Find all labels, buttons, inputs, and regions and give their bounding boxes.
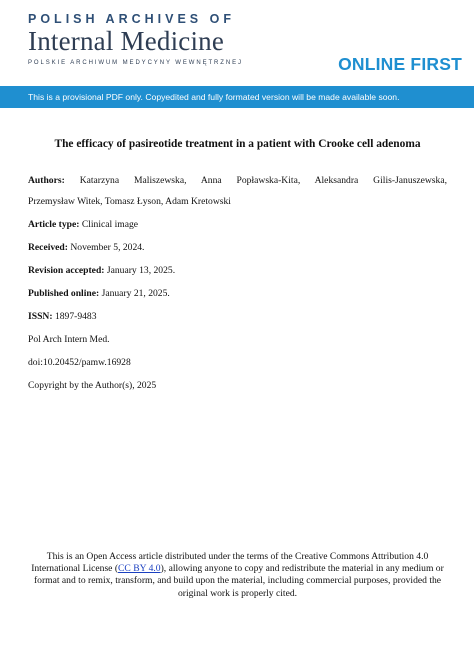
authors-line-2: Przemysław Witek, Tomasz Łyson, Adam Kretowski — [28, 196, 231, 207]
journal-header — [0, 0, 474, 86]
issn-line — [28, 310, 447, 323]
published-value: January 21, 2025. — [101, 288, 170, 299]
journal-logo-title: Internal Medicine — [28, 26, 225, 56]
authors-line — [28, 174, 447, 187]
article-type-value: Clinical image — [81, 219, 139, 230]
copyright-text: Copyright by the Author(s), 2025 — [28, 380, 157, 391]
received-label: Received: — [28, 242, 68, 253]
authors-value-1: Katarzyna Maliszewska, Anna Popławska-Kita, Aleksandra Gilis-Januszewska, — [79, 175, 447, 186]
license-notice — [28, 551, 447, 600]
revision-label: Revision accepted: — [28, 265, 105, 276]
cc-by-link[interactable]: CC BY 4.0 — [118, 563, 161, 575]
online-first-label: ONLINE FIRST — [338, 54, 462, 74]
authors-label: Authors: — [28, 175, 65, 186]
journal-logo-subtitle: POLSKIE ARCHIWUM MEDYCYNY WEWNĘTRZNEJ — [28, 60, 243, 66]
article-type-label: Article type: — [28, 219, 80, 230]
doi-text: doi:10.20452/pamw.16928 — [28, 357, 131, 368]
journal-abbrev: Pol Arch Intern Med. — [28, 334, 110, 345]
issn-value: 1897-9483 — [54, 311, 97, 322]
article-metadata — [28, 138, 447, 402]
issn-label: ISSN: — [28, 311, 53, 322]
article-type-line — [28, 218, 447, 231]
revision-line — [28, 264, 447, 277]
provisional-banner: This is a provisional PDF only. Copyedited and fully formated version will be made available soon. — [0, 86, 474, 108]
journal-logo — [28, 12, 243, 66]
published-line — [28, 287, 447, 300]
license-text-before: This is an Open Access article distributed under the terms of the Creative Commons Attribution 4.0 International License ( — [31, 551, 429, 575]
article-title: The efficacy of pasireotide treatment in a patient with Crooke cell adenoma — [54, 138, 421, 150]
received-value: November 5, 2024. — [70, 242, 145, 253]
received-line — [28, 241, 447, 254]
journal-logo-top: POLISH ARCHIVES OF — [28, 12, 235, 26]
revision-value: January 13, 2025. — [106, 265, 176, 276]
license-text-after: ), allowing anyone to copy and redistribute the material in any medium or format and to remix, transform, and build upon the material, including commercial purposes, provided the original work is properly cited. — [33, 563, 444, 599]
published-label: Published online: — [28, 288, 100, 299]
